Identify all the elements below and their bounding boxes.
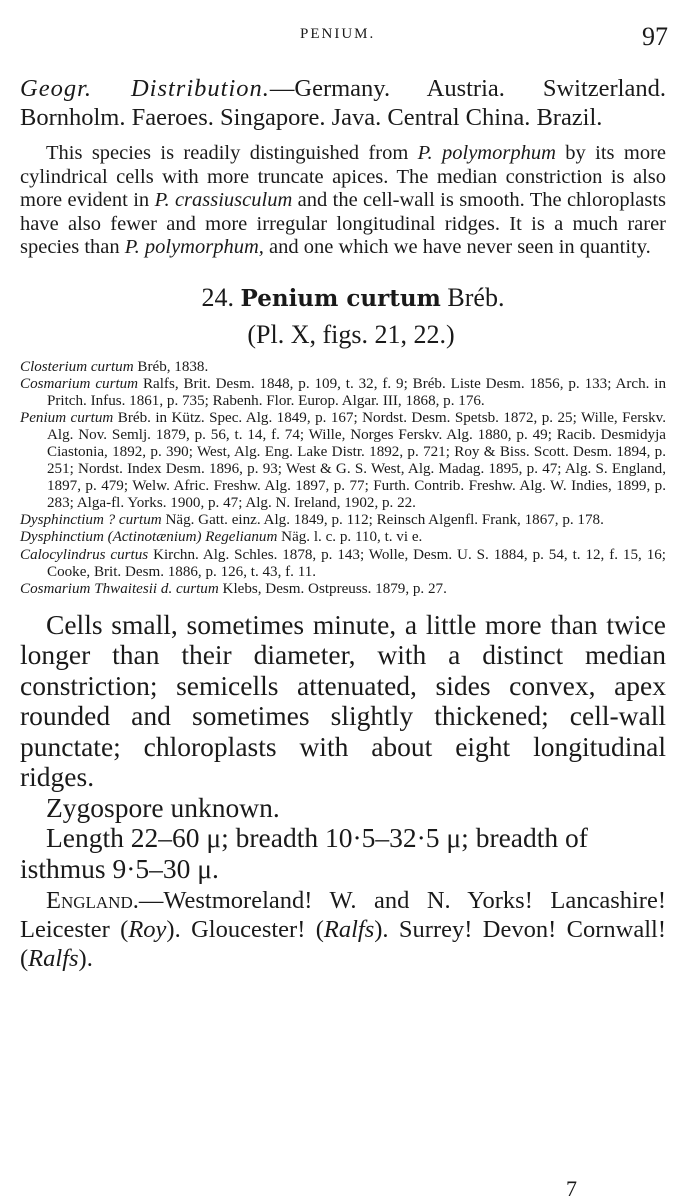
synonym-name: Cosmarium Thwaitesii d. curtum: [20, 580, 219, 597]
plate-reference: (Pl. X, figs. 21, 22.): [247, 319, 455, 349]
locality-text: ). Surrey! Devon! Cornwall! (: [20, 916, 666, 973]
note-taxon: P. polymorphum,: [124, 236, 264, 258]
locality-collector: Ralfs: [323, 916, 375, 944]
synonym-name: Calocylindrus curtus: [20, 546, 149, 563]
note-text: This species is readily distinguished from: [46, 142, 418, 164]
locality-text: —Westmoreland! W. and N. Yorks! Lancashire! Leicester (: [20, 887, 666, 944]
synonym-citation: Näg. l. c. p. 110, t. vi e.: [277, 529, 423, 546]
synonym-name: Closterium curtum: [20, 358, 134, 375]
comparison-note: [20, 142, 666, 260]
synonym-entry: [20, 547, 666, 581]
distribution-label: Geogr. Distribution.: [20, 75, 270, 102]
synonym-citation: Kirchn. Alg. Schles. 1878, p. 143; Wolle, Desm. U. S. 1884, p. 54, t. 12, f. 15, 16; Cooke, Brit. Desm. 1886, p. 126, t. 43, f. 11.: [47, 546, 666, 580]
synonym-entry: [20, 410, 666, 513]
synonym-entry: [20, 581, 666, 598]
synonym-entry: [20, 376, 666, 410]
synonymy-list: [20, 359, 666, 598]
synonym-citation: Klebs, Desm. Ostpreuss. 1879, p. 27.: [218, 580, 447, 597]
species-author: Bréb.: [447, 282, 505, 312]
locality-text: ). Gloucester! (: [166, 916, 324, 944]
localities: [20, 886, 666, 973]
note-taxon: P. polymorphum: [417, 142, 556, 164]
synonym-citation: Ralfs, Brit. Desm. 1848, p. 109, t. 32, f. 9; Bréb. Liste Desm. 1856, p. 133; Arch. in Pritch. Infus. 1861, p. 735; Rabenh. Flor. Europ. Algar. III, 1868, p. 176.: [47, 375, 667, 409]
note-text: and one which we have never seen in quantity.: [263, 236, 651, 258]
distribution-text: —Germany. Austria. Switzerland. Bornholm. Faeroes. Singapore. Java. Central China. Brazil.: [20, 75, 666, 131]
synonym-citation: Bréb, 1838.: [133, 358, 209, 375]
note-text: by its more cylindrical cells with more truncate apices. The median constriction is also more evident in: [20, 142, 667, 211]
species-name: Penium curtum: [240, 284, 441, 312]
zygospore-note: Zygospore unknown.: [46, 791, 280, 823]
synonym-citation: Näg. Gatt. einz. Alg. 1849, p. 112; Reinsch Algenfl. Frank, 1867, p. 178.: [161, 512, 604, 529]
synonym-entry: [20, 529, 666, 546]
page-number: 97: [642, 22, 668, 51]
synonym-name: Dysphinctium (Actinotænium) Regelianum: [20, 529, 278, 546]
note-text: and the cell-wall is smooth. The chloroplasts have also fewer and more irregular longitudinal ridges. It is a much rarer species than: [20, 189, 667, 258]
page-body: [20, 74, 666, 973]
running-head: [0, 22, 698, 52]
synonym-entry: [20, 512, 666, 529]
synonym-citation: Bréb. in Kütz. Spec. Alg. 1849, p. 167; Nordst. Desm. Spetsb. 1872, p. 25; Wille, Ferskv. Alg. Nov. Semlj. 1879, p. 56, t. 14, f. 74; Wille, Norges Ferskv. Alg. 1880, p. 49; Racib. Desmidyja Ciastonia, 1892, p. 390; West, Alg. Eng. Lake Distr. 1892, p. 721; Roy & Biss. Scott. Desm. 1894, p. 251; Nordst. Index Desm. 1896, p. 93; West & G. S. West, Alg. Madag. 1895, p. 47; Alg. S. England, 1897, p. 479; Welw. Afric. Freshw. Alg. 1897, p. 77; Furth. Contrib. Freshw. Alg. W. Indies, 1899, p. 283; Alga-fl. Yorks. 1900, p. 47; Alg. N. Ireland, 1902, p. 22.: [47, 409, 666, 512]
geographic-distribution: [20, 74, 666, 132]
signature-mark: 7: [566, 1176, 577, 1201]
measurements: Length 22–60 μ; breadth 10·5–32·5 μ; breadth of isthmus 9·5–30 μ.: [20, 822, 588, 884]
synonym-name: Dysphinctium ? curtum: [20, 512, 162, 529]
species-number: 24.: [201, 282, 235, 312]
locality-text: ).: [78, 945, 93, 973]
synonym-name: Cosmarium curtum: [20, 375, 139, 392]
species-description: Cells small, sometimes minute, a little more than twice longer than their diameter, with a distinct median constriction; semicells attenuated, sides convex, apex rounded and sometimes slightly thickened; cell-wall punctate; chloroplasts with about eight longitudinal ridges.: [20, 608, 666, 793]
species-heading: [40, 282, 666, 315]
locality-collector: Ralfs: [28, 945, 79, 973]
locality-country: England.: [46, 887, 139, 915]
running-title: PENIUM.: [300, 26, 376, 42]
note-taxon: P. crassiusculum: [154, 189, 293, 211]
locality-collector: Roy: [128, 916, 167, 944]
synonym-entry: [20, 359, 666, 376]
synonym-name: Penium curtum: [20, 409, 114, 426]
